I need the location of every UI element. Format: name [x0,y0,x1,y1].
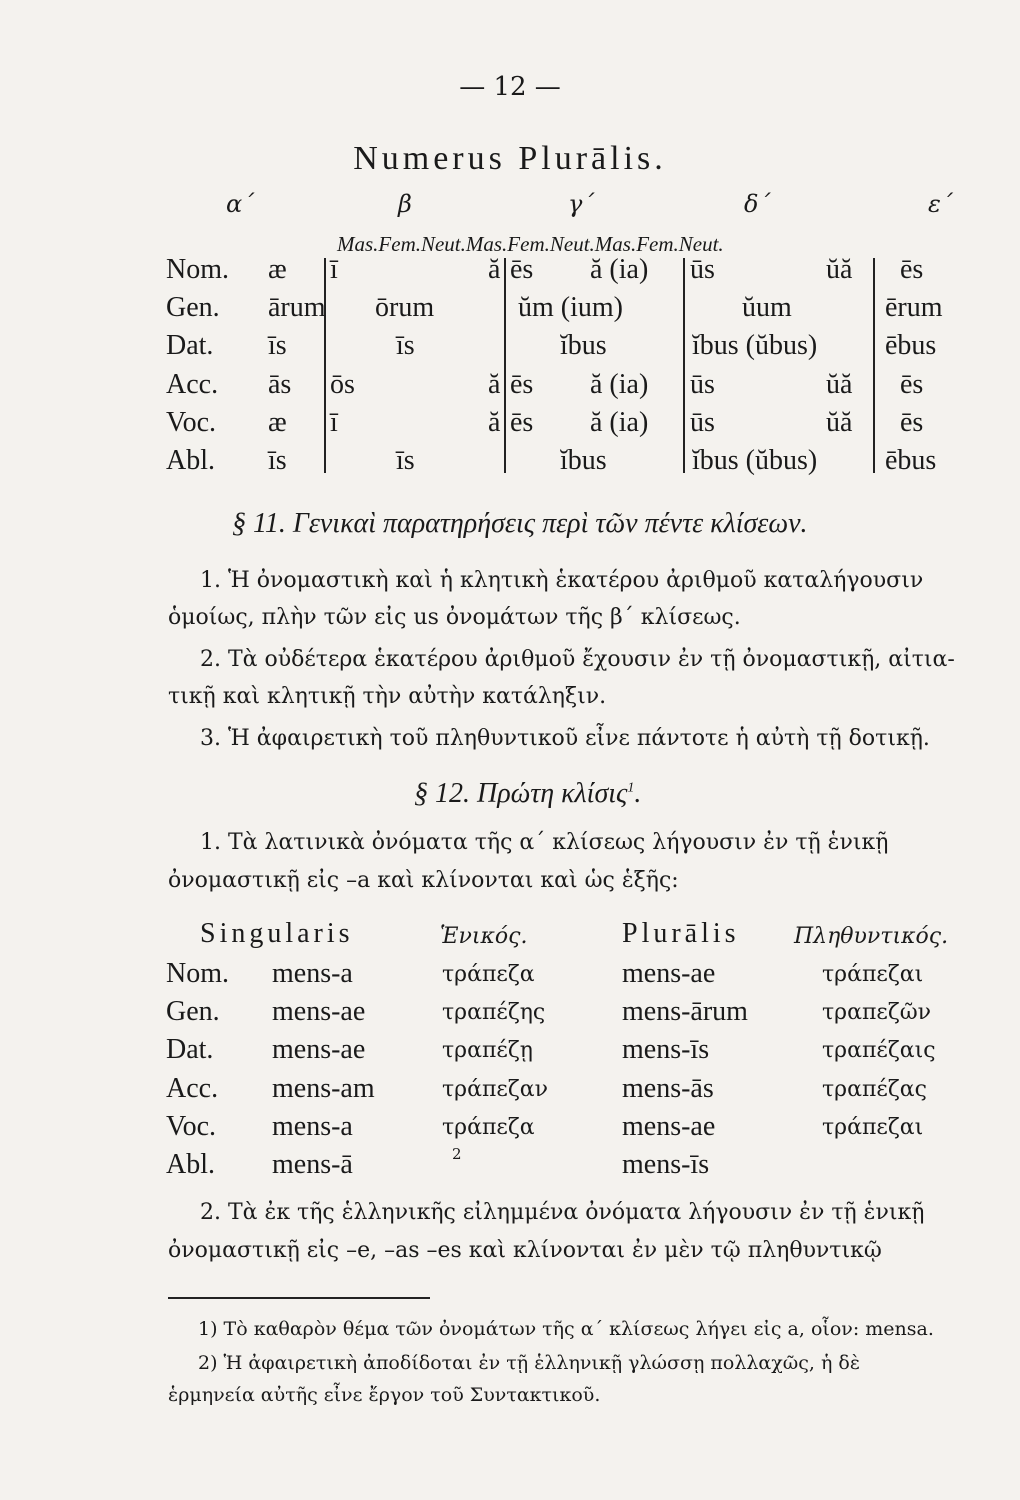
gender-header: Mas.Fem.Neut.Mas.Fem.Neut.Mas.Fem.Neut. [337,232,724,256]
decl4-neut-ending: ŭă [826,369,853,400]
decl3-neut-ending: ă (ia) [590,407,649,438]
decl3-ending: ĭbus [560,445,607,476]
s11-p2-line1: 2. Τὰ οὐδέτερα ἑκατέρου ἀριθμοῦ ἔχουσιν ἐν τῇ ὀνομαστικῇ, αἰτια- [200,647,955,672]
case-label: Nom. [166,958,229,989]
decl2-ending: īs [396,330,415,361]
latin-plural: mens-ae [622,958,716,989]
latin-plural: mens-ārum [622,996,748,1027]
case-label: Acc. [166,1073,219,1104]
singularis-header: Singularis [200,918,354,949]
s11-p2-line2: τικῇ καὶ κλητικῇ τὴν αὐτὴν κατάληξιν. [168,684,607,709]
case-label: Abl. [166,445,215,476]
decl4-ending: ūs [690,407,715,438]
decl1-ending: ārum [268,292,326,323]
page-heading: Numerus Plurālis. [353,140,667,177]
decl1-ending: ās [268,369,292,400]
s12-p1-line1: 1. Τὰ λατινικὰ ὀνόματα τῆς α΄ κλίσεως λήγουσιν ἐν τῇ ἑνικῇ [200,830,889,855]
case-label: Abl. [166,1149,215,1180]
case-label: Voc. [166,1111,217,1142]
case-label: Dat. [166,1034,214,1065]
greek-singular: τράπεζαν [442,1077,548,1102]
decl3-ending: ŭm (ium) [518,292,623,323]
decl1-ending: æ [268,407,287,438]
page-number: — 12 — [459,72,561,102]
latin-plural: mens-īs [622,1034,710,1065]
s12-p2-line1: 2. Τὰ ἐκ τῆς ἑλληνικῆς εἰλημμένα ὀνόματα λήγουσιν ἐν τῇ ἑνικῇ [200,1200,925,1225]
decl3-neut-ending: ă (ia) [590,369,649,400]
greek-plural: τραπεζῶν [822,1000,932,1025]
decl1-ending: īs [268,330,287,361]
section-11-title: § 11. Γενικαὶ παρατηρήσεις περὶ τῶν πέντε κλίσεων. [232,508,808,539]
decl3-ending: ĭbus [560,330,607,361]
decl4-ending: ĭbus (ŭbus) [692,445,818,476]
decl1-ending: æ [268,254,287,285]
decl2-neut-ending: ă [488,407,501,438]
latin-singular: mens-ae [272,996,366,1027]
greek-singular: τράπεζα [442,1115,535,1140]
greek-plural: τράπεζαι [822,1115,924,1140]
latin-plural: mens-īs [622,1149,710,1180]
greek-plural: τραπέζας [822,1077,927,1102]
table-rule [873,258,875,473]
s11-p1-line1: 1. Ἡ ὀνομαστικὴ καὶ ἡ κλητικὴ ἑκατέρου ἀριθμοῦ καταλήγουσιν [200,568,924,593]
decl4-neut-ending: ŭă [826,407,853,438]
latin-plural: mens-ās [622,1073,714,1104]
decl-label-5: ε΄ [928,190,953,218]
decl2-neut-ending: ă [488,254,501,285]
latin-singular: mens-a [272,1111,353,1142]
section-12-title: § 12. Πρώτη κλίσις$^1$. [414,778,642,809]
s12-p1-line2: ὀνομαστικῇ εἰς –a καὶ κλίνονται καὶ ὡς ἑξῆς: [168,868,679,893]
plethyntikos-header: Πληθυντικός. [794,924,949,949]
decl2-ending: ōs [330,369,355,400]
greek-singular: 2 [452,1145,462,1163]
decl5-ending: ēbus [885,445,937,476]
decl4-ending: ĭbus (ŭbus) [692,330,818,361]
s11-p3-line1: 3. Ἡ ἀφαιρετικὴ τοῦ πληθυντικοῦ εἶνε πάντοτε ἡ αὐτὴ τῇ δοτικῇ. [200,726,930,751]
decl-label-4: δ΄ [744,190,771,218]
greek-plural: τραπέζαις [822,1038,936,1063]
greek-singular: τραπέζης [442,1000,546,1025]
greek-singular: τράπεζα [442,962,535,987]
latin-singular: mens-am [272,1073,375,1104]
case-label: Gen. [166,292,220,323]
decl5-ending: ērum [885,292,943,323]
decl3-ending: ēs [510,254,534,285]
decl3-neut-ending: ă (ia) [590,254,649,285]
case-label: Gen. [166,996,220,1027]
table-rule [504,258,506,473]
latin-singular: mens-ae [272,1034,366,1065]
decl5-ending: ēs [900,254,924,285]
decl-label-3: γ΄ [568,190,595,218]
case-label: Dat. [166,330,214,361]
decl2-ending: īs [396,445,415,476]
enikos-header: Ἑνικός. [440,924,528,949]
greek-plural: τράπεζαι [822,962,924,987]
case-label: Nom. [166,254,229,285]
footnote-1: 1) Τὸ καθαρὸν θέμα τῶν ὀνομάτων τῆς α΄ κλίσεως λήγει εἰς a, οἷον: mensa. [198,1318,934,1340]
footnote-2-line2: ἑρμηνεία αὐτῆς εἶνε ἔργον τοῦ Συντακτικοῦ. [168,1384,601,1406]
decl3-ending: ēs [510,407,534,438]
footnote-rule [168,1297,430,1299]
decl-label-1: α΄ [226,190,255,218]
decl5-ending: ēs [900,407,924,438]
decl3-ending: ēs [510,369,534,400]
case-label: Acc. [166,369,219,400]
decl4-ending: ūs [690,254,715,285]
decl4-ending: ūs [690,369,715,400]
decl2-ending: ī [330,407,338,438]
decl2-ending: ōrum [375,292,435,323]
latin-singular: mens-ā [272,1149,353,1180]
latin-singular: mens-a [272,958,353,989]
footnote-2-line1: 2) Ἡ ἀφαιρετικὴ ἀποδίδοται ἐν τῇ ἑλληνικῇ γλώσσῃ πολλαχῶς, ἡ δὲ [198,1352,861,1374]
decl2-ending: ī [330,254,338,285]
s11-p1-line2: ὁμοίως, πλὴν τῶν εἰς us ὀνομάτων τῆς β΄ κλίσεως. [168,605,741,630]
decl5-ending: ēs [900,369,924,400]
table-rule [683,258,685,473]
decl5-ending: ēbus [885,330,937,361]
pluralis-header: Plurālis [622,918,740,949]
s12-p2-line2: ὀνομαστικῇ εἰς –e, –as –es καὶ κλίνονται ἐν μὲν τῷ πληθυντικῷ [168,1238,882,1263]
latin-plural: mens-ae [622,1111,716,1142]
greek-singular: τραπέζῃ [442,1038,533,1063]
case-label: Voc. [166,407,217,438]
decl4-ending: ŭum [742,292,792,323]
decl-label-2: β [398,190,412,218]
decl1-ending: īs [268,445,287,476]
table-rule [324,258,326,473]
decl4-neut-ending: ŭă [826,254,853,285]
decl2-neut-ending: ă [488,369,501,400]
